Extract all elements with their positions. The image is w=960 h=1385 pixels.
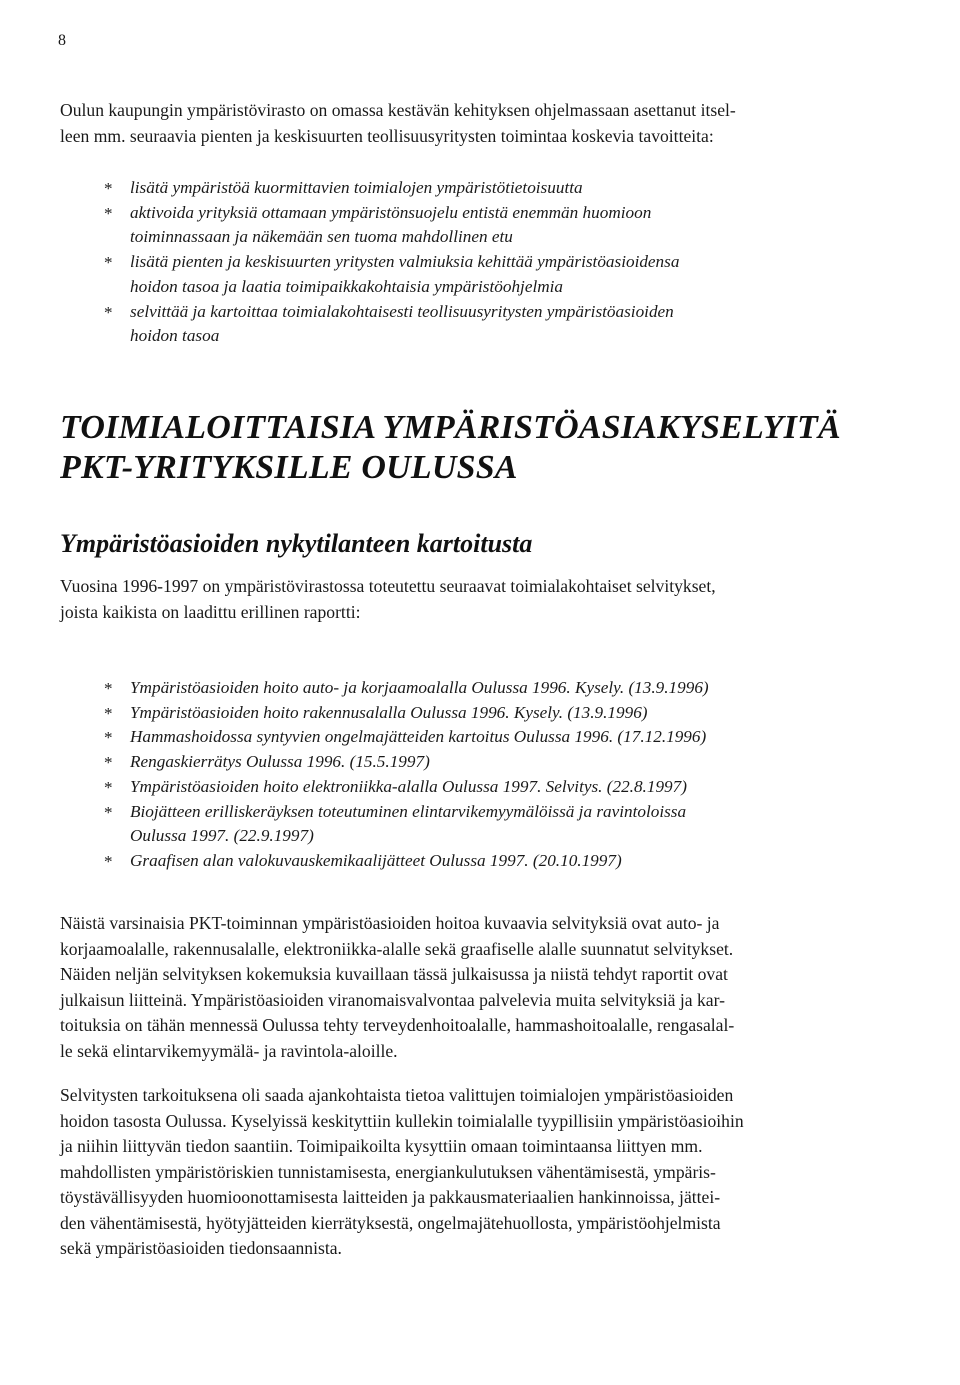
body-line: töystävällisyyden huomioonottamisesta laitteiden ja pakkausmateriaalien hankinnoissa, jättei-: [60, 1187, 721, 1207]
report-line: Oulussa 1997. (22.9.1997): [130, 826, 314, 846]
goal-line: aktivoida yrityksiä ottamaan ympäristönsuojelu entistä enemmän huomioon: [130, 202, 652, 222]
section-heading: [60, 408, 841, 488]
body-line: toituksia on tähän mennessä Oulussa tehty terveydenhoitoalalle, hammashoitoalalle, rengasalal-: [60, 1015, 735, 1035]
report-item: [104, 775, 824, 800]
report-line: Ympäristöasioiden hoito rakennusalalla Oulussa 1996. Kysely. (13.9.1996): [130, 702, 648, 722]
bullet-star-icon: *: [104, 777, 113, 797]
bullet-star-icon: *: [104, 703, 113, 723]
goal-line: lisätä pienten ja keskisuurten yritysten valmiuksia kehittää ympäristöasioidensa: [130, 252, 680, 272]
survey-intro-paragraph: [60, 574, 828, 625]
bullet-star-icon: *: [104, 851, 113, 871]
report-line: Ympäristöasioiden hoito elektroniikka-alalla Oulussa 1997. Selvitys. (22.8.1997): [130, 776, 687, 796]
bullet-star-icon: *: [104, 679, 113, 698]
report-item: [104, 849, 824, 874]
bullet-star-icon: *: [104, 802, 113, 822]
body-line: ja niihin liittyvän tiedon saantiin. Toimipaikoilta kysyttiin omaan toimintaansa liittyen mm.: [60, 1136, 703, 1156]
goal-item: [104, 176, 824, 201]
goal-line: hoidon tasoa: [130, 326, 220, 346]
body-line: mahdollisten ympäristöriskien tunnistamisesta, energiankulutuksen vähentämisestä, ympäris-: [60, 1161, 716, 1182]
body-line: Näiden neljän selvityksen kokemuksia kuvaillaan tässä julkaisussa ja niistä tehdyt raportit ovat: [60, 964, 728, 984]
reports-list: [104, 676, 824, 874]
body-line: sekä ympäristöasioiden tiedonsaannista.: [60, 1238, 342, 1258]
page-number: 8: [58, 32, 66, 49]
intro-line: leen mm. seuraavia pienten ja keskisuurten teollisuusyritysten toimintaa koskevia tavoitteita:: [60, 125, 714, 146]
report-item: [104, 676, 824, 701]
bullet-star-icon: *: [104, 203, 113, 223]
goal-item: [104, 250, 824, 299]
body-paragraph-2: [60, 1083, 828, 1262]
goal-item: [104, 300, 824, 349]
body-line: Näistä varsinaisia PKT-toiminnan ympäristöasioiden hoitoa kuvaavia selvityksiä ovat auto- ja: [60, 913, 720, 933]
bullet-star-icon: *: [104, 179, 113, 198]
report-item: [104, 701, 824, 726]
body-line: hoidon tasosta Oulussa. Kyselyissä keskityttiin kullekin toimialalle tyypillisiin ympäristöasioihin: [60, 1110, 744, 1131]
goal-line: toiminnassaan ja näkemään sen tuoma mahdollinen etu: [130, 227, 513, 247]
bullet-star-icon: *: [104, 728, 113, 748]
goals-list: [104, 176, 824, 349]
body-line: den vähentämisestä, hyötyjätteiden kierrätyksestä, ongelmajätehuollosta, ympäristöohjelmista: [60, 1212, 721, 1233]
bullet-star-icon: *: [104, 253, 113, 273]
goal-line: hoidon tasoa ja laatia toimipaikkakohtaisia ympäristöohjelmia: [130, 276, 564, 296]
bullet-star-icon: *: [104, 302, 113, 322]
survey-intro-line: Vuosina 1996-1997 on ympäristövirastossa toteutettu seuraavat toimialakohtaiset selvitykset,: [60, 576, 716, 596]
report-line: Ympäristöasioiden hoito auto- ja korjaamoalalla Oulussa 1996. Kysely. (13.9.1996): [130, 678, 709, 697]
body-paragraph-1: [60, 911, 828, 1064]
goal-line: lisätä ympäristöä kuormittavien toimialojen ympäristötietoisuutta: [130, 178, 583, 197]
report-item: [104, 800, 824, 849]
report-line: Rengaskierrätys Oulussa 1996. (15.5.1997): [130, 752, 430, 772]
body-line: Selvitysten tarkoituksena oli saada ajankohtaista tietoa valittujen toimialojen ympäristöasioiden: [60, 1085, 734, 1105]
report-item: [104, 750, 824, 775]
intro-paragraph: [60, 98, 828, 149]
report-line: Biojätteen erilliskeräyksen toteutuminen elintarvikemyymälöissä ja ravintoloissa: [130, 801, 687, 821]
report-line: Hammashoidossa syntyvien ongelmajätteiden kartoitus Oulussa 1996. (17.12.1996): [130, 727, 707, 747]
report-item: [104, 725, 824, 750]
survey-intro-line: joista kaikista on laadittu erillinen raportti:: [60, 601, 361, 622]
section-heading-line: PKT-YRITYKSILLE OULUSSA: [60, 449, 518, 486]
bullet-star-icon: *: [104, 753, 113, 773]
body-line: le sekä elintarvikemyymälä- ja ravintola-aloille.: [60, 1040, 398, 1061]
goal-line: selvittää ja kartoittaa toimialakohtaisesti teollisuusyritysten ympäristöasioiden: [130, 301, 674, 321]
section-subheading: Ympäristöasioiden nykytilanteen kartoitusta: [60, 529, 533, 558]
report-line: Graafisen alan valokuvauskemikaalijätteet Oulussa 1997. (20.10.1997): [130, 850, 622, 870]
intro-line: Oulun kaupungin ympäristövirasto on omassa kestävän kehityksen ohjelmassaan asettanut itsel-: [60, 100, 736, 120]
section-heading-line: TOIMIALOITTAISIA YMPÄRISTÖASIAKYSELYITÄ: [60, 409, 841, 446]
goal-item: [104, 201, 824, 250]
body-line: korjaamoalalle, rakennusalalle, elektroniikka-alalle sekä graafiselle alalle suunnatut selvitykset.: [60, 938, 734, 959]
body-line: julkaisun liitteinä. Ympäristöasioiden viranomaisvalvontaa palvelevia muita selvityksiä ja kar-: [60, 989, 725, 1010]
